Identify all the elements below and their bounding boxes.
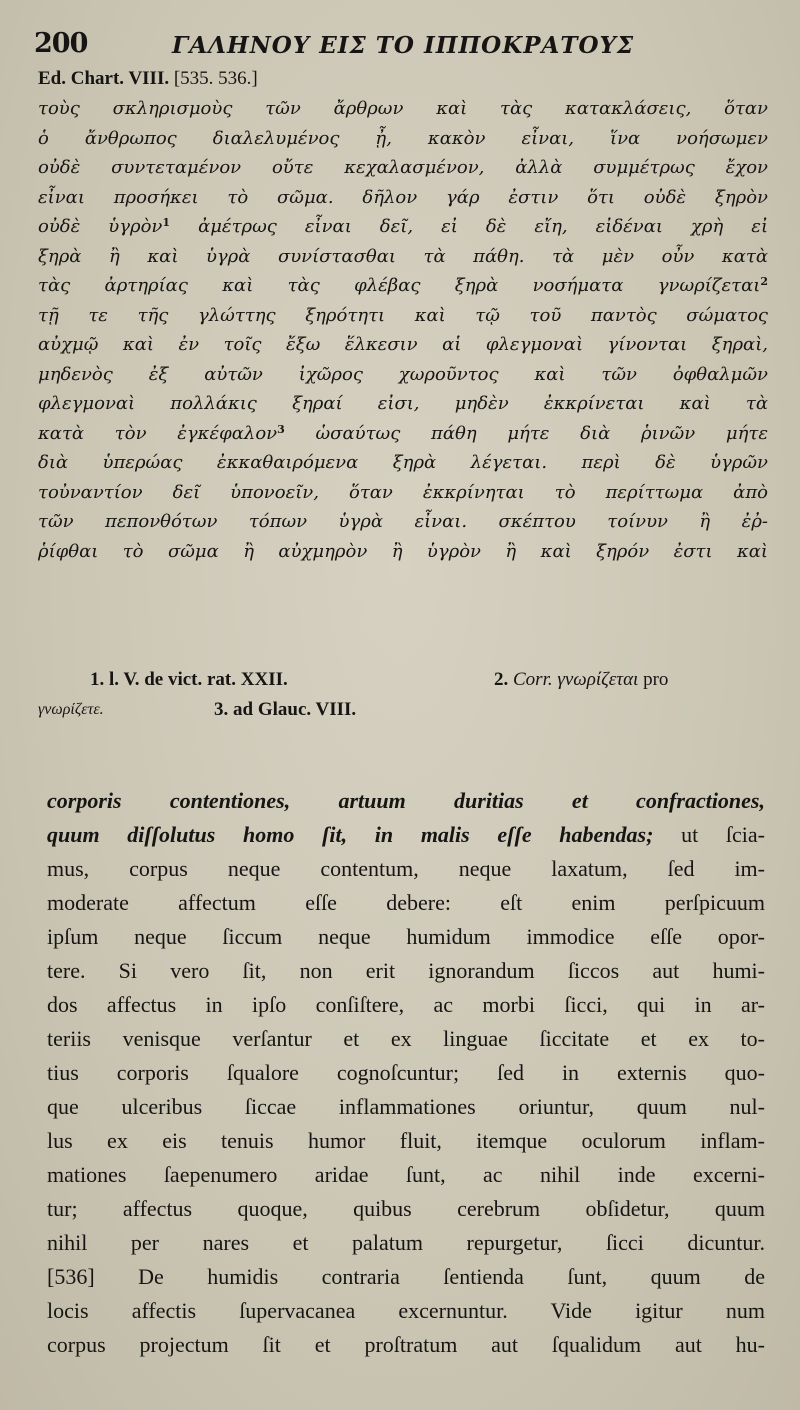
edition-page-ref: [535. 536.] [173,68,258,89]
latin-line: moderate affectum eſſe debere: eſt enim perſpicuum [47,890,765,915]
footnote-2-pro: pro [643,669,669,690]
greek-line-start: οὐδὲ ὑγρὸν [38,216,163,237]
latin-line: [536] De humidis contraria ſentienda ſunt, quum de [47,1264,765,1289]
greek-line [38,419,768,449]
footnote-mark: 3 [277,422,285,436]
greek-line: τοὐναντίον δεῖ ὑπονοεῖν, ὅταν ἐκκρίνηται τὸ περίττωμα ἀπὸ [38,481,768,503]
greek-line-rest: ὡσαύτως πάθη μήτε διὰ ῥινῶν μήτε [315,422,768,444]
latin-line: mus, corpus neque contentum, neque laxatum, ſed im- [47,856,765,881]
footnote-mark: 1 [162,216,171,229]
greek-text [38,94,768,566]
greek-line [38,212,768,242]
footnote-mark: 2 [760,275,768,288]
footnote-1: 1. l. V. de vict. rat. XXII. [90,669,288,690]
latin-text [47,784,765,1362]
latin-line: lus ex eis tenuis humor fluit, itemque oculorum inflam- [47,1128,765,1153]
footnote-3: 3. ad Glauc. VIII. [214,699,357,720]
latin-line: mationes ſaepenumero aridae ſunt, ac nihil inde excerni- [47,1162,765,1187]
latin-line: ipſum neque ſiccum neque humidum immodice eſſe opor- [47,924,765,949]
page-number: 200 [34,28,88,59]
greek-line: τῇ τε τῆς γλώττης ξηρότητι καὶ τῷ τοῦ παντὸς σώματος [38,304,768,326]
latin-line: corpus projectum ſit et proſtratum aut ſqualidum aut hu- [47,1332,765,1357]
latin-line: nihil per nares et palatum repurgetur, ſicci dicuntur. [47,1230,765,1255]
footnote-2-continuation: γνωρίζετε. [38,701,104,718]
latin-line: dos affectus in ipſo conſiſtere, ac morbi ſicci, qui in ar- [47,992,765,1017]
greek-line: αὐχμῷ καὶ ἐν τοῖς ἔξω ἕλκεσιν αἱ φλεγμοναὶ γίνονται ξηραὶ, [38,334,768,355]
latin-line: corporis contentiones, artuum duritias et confractiones, [47,788,765,813]
latin-line: locis affectis ſupervacanea excernuntur. Vide igitur num [47,1298,765,1323]
greek-line [38,271,768,301]
greek-line: φλεγμοναὶ πολλάκις ξηραί εἰσι, μηδὲν ἐκκρίνεται καὶ τὰ [38,393,768,414]
footnote-2-corr: Corr. [513,669,553,690]
footnote-2-label: 2. [494,669,509,690]
greek-line-text: τὰς ἀρτηρίας καὶ τὰς φλέβας ξηρὰ νοσήματα γνωρίζεται [38,275,761,296]
footnote-2-word: γνωρίζεται [557,669,639,690]
greek-line: ῥίφθαι τὸ σῶμα ἢ αὐχμηρὸν ἢ ὑγρὸν ἢ καὶ ξηρόν ἐστι καὶ [38,540,768,562]
latin-line: tur; affectus quoque, quibus cerebrum obſidetur, quum [47,1196,765,1221]
page-header [34,28,774,62]
footnote-row [38,665,768,695]
greek-line-start: κατὰ τὸν ἐγκέφαλον [38,422,278,444]
latin-line: tere. Si vero ſit, non erit ignorandum ſiccos aut humi- [47,958,765,983]
latin-line: que ulceribus ſiccae inflammationes oriuntur, quum nul- [47,1094,765,1119]
greek-line: τῶν πεπονθότων τόπων ὑγρὰ εἶναι. σκέπτου τοίνυν ἢ ἐῤ- [38,511,768,532]
greek-line: ξηρὰ ἢ καὶ ὑγρὰ συνίστασθαι τὰ πάθη. τὰ μὲν οὖν κατὰ [38,245,768,267]
greek-line: ὁ ἄνθρωπος διαλελυμένος ᾖ, κακὸν εἶναι, ἵνα νοήσωμεν [38,127,768,149]
greek-line: εἶναι προσήκει τὸ σῶμα. δῆλον γάρ ἐστιν ὅτι οὐδὲ ξηρὸν [38,186,768,208]
footnote-row [38,695,768,725]
greek-line: διὰ ὑπερώας ἐκκαθαιρόμενα ξηρὰ λέγεται. περὶ δὲ ὑγρῶν [38,452,768,473]
footnotes [38,665,768,725]
edition-reference [38,68,258,90]
greek-line: οὐδὲ συντεταμένον οὔτε κεχαλασμένον, ἀλλὰ συμμέτρως ἔχον [38,157,768,178]
latin-line-rest: ut ſcia- [653,822,765,847]
greek-line-rest: ἀμέτρως εἶναι δεῖ, εἰ δὲ εἴη, εἰδέναι χρὴ εἰ [198,216,768,237]
greek-line: μηδενὸς ἐξ αὐτῶν ἰχῶρος χωροῦντος καὶ τῶν ὀφθαλμῶν [38,363,768,385]
latin-line-italic: quum diſſolutus homo ſit, in malis eſſe habendas; [47,822,654,847]
greek-line: τοὺς σκληρισμοὺς τῶν ἄρθρων καὶ τὰς κατακλάσεις, ὅταν [38,98,768,119]
latin-line: tius corporis ſqualore cognoſcuntur; ſed in externis quo- [47,1060,765,1085]
latin-line: teriis venisque verſantur et ex linguae ſiccitate et ex to- [47,1026,765,1051]
edition-label: Ed. Chart. VIII. [38,68,170,89]
footnote-2 [494,665,668,695]
running-head: ΓΑΛΗΝΟΥ ΕΙΣ ΤΟ ΙΠΠΟΚΡΑΤΟΥΣ [172,32,635,59]
latin-line [47,818,765,852]
